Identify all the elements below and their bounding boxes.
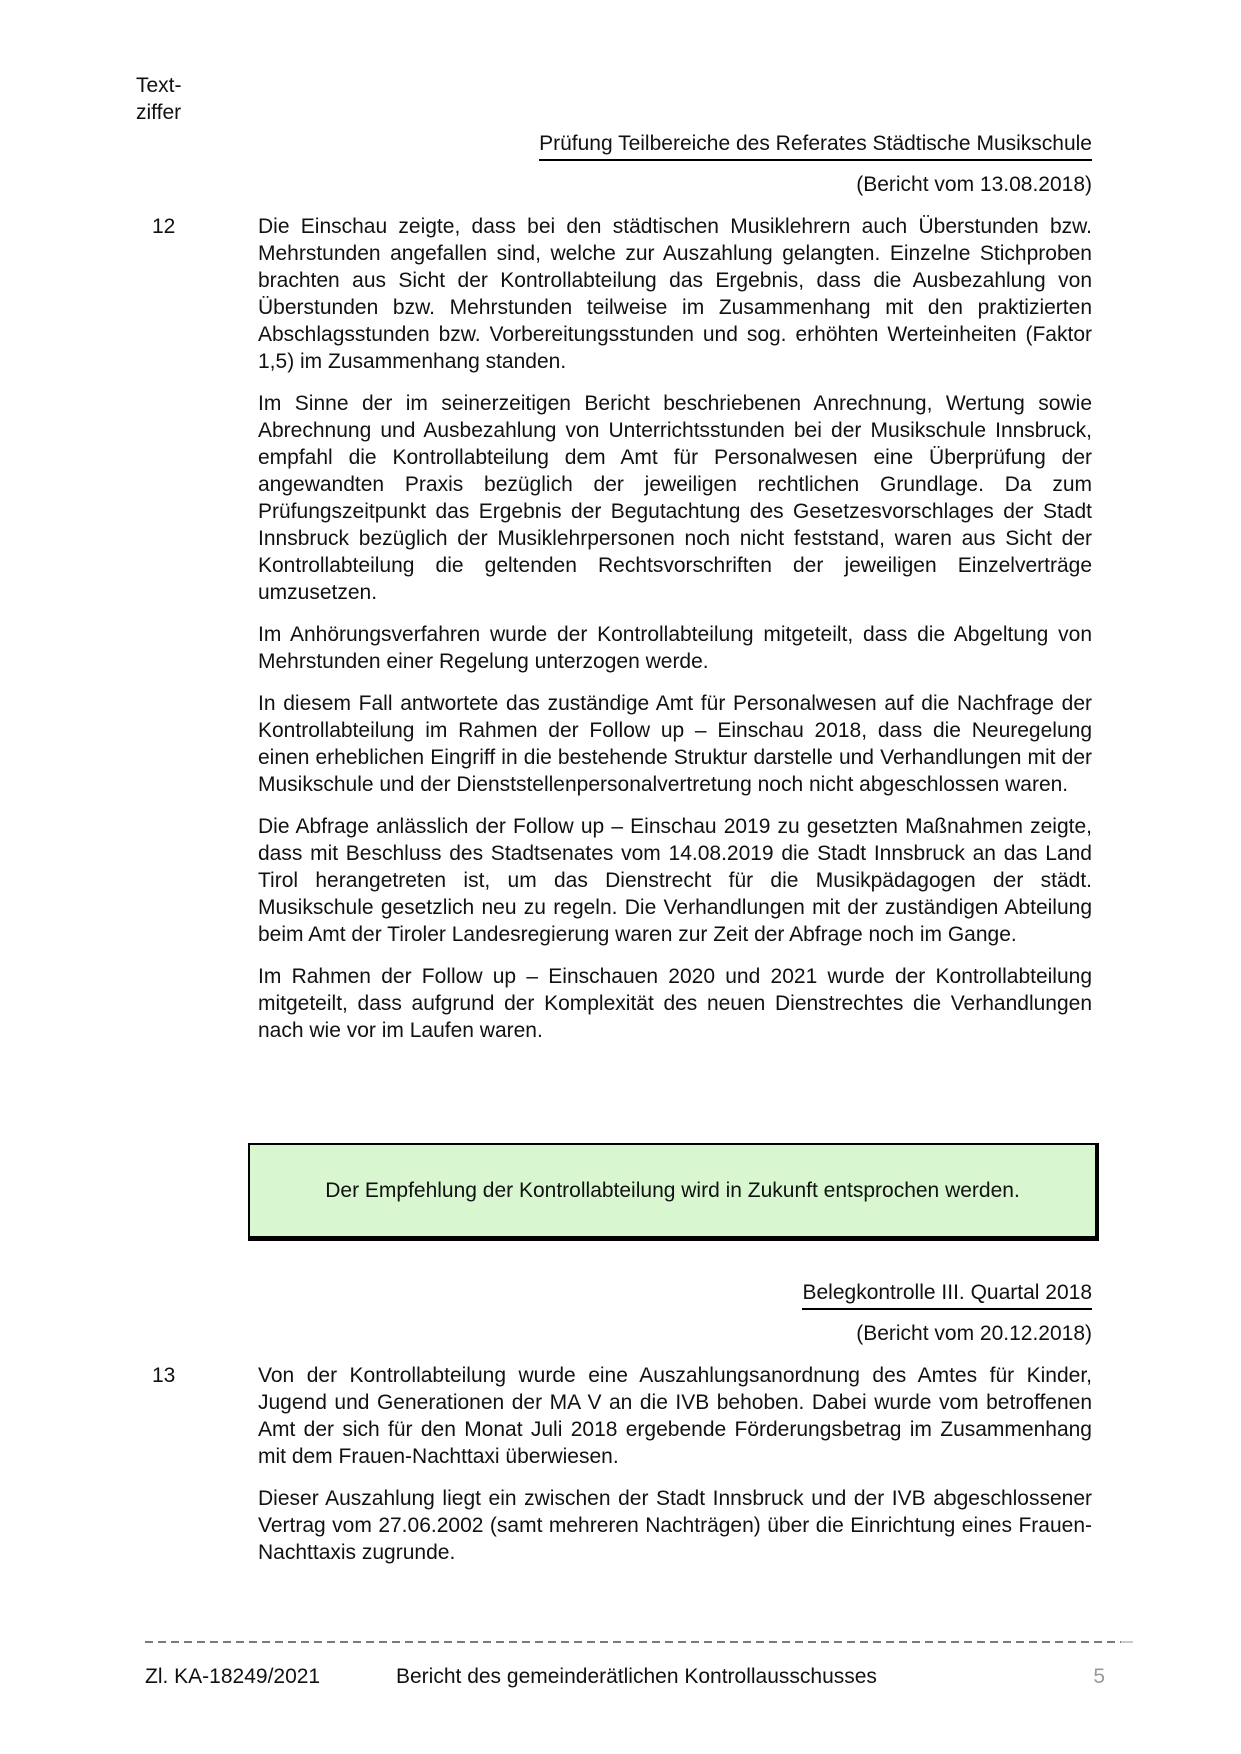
paragraph: In diesem Fall antwortete das zuständige Amt für Personalwesen auf die Nachfrage der Kontrollabteilung im Rahmen der Follow up – Einschau 2018, dass die Neuregelung einen erheblichen Eingriff in die bestehende Struktur darstelle und Verhandlungen mit der Musikschule und der Dienststellenpersonalvertretung noch nicht abgeschlossen waren. — [258, 692, 1092, 796]
footer-reference-number: Zl. KA-18249/2021 — [145, 1665, 321, 1688]
textziffer-row-12 — [150, 213, 1092, 1241]
textziffer-header-line2: ziffer — [136, 101, 182, 124]
paragraph: Die Abfrage anlässlich der Follow up – Einschau 2019 zu gesetzten Maßnahmen zeigte, dass mit Beschluss des Stadtsenates vom 14.08.2019 die Stadt Innsbruck an das Land Tirol herangetreten ist, um das Dienstrecht für die Musikpädagogen der städt. Musikschule gesetzlich neu zu regeln. Die Verhandlungen mit der zuständigen Abteilung beim Amt der Tiroler Landesregierung waren zur Zeit der Abfrage noch im Gange. — [258, 815, 1092, 946]
footer-divider-tail — [1121, 1641, 1133, 1643]
paragraph-block — [258, 1362, 1092, 1581]
paragraph: Im Rahmen der Follow up – Einschauen 2020 und 2021 wurde der Kontrollabteilung mitgeteilt, dass aufgrund der Komplexität des neuen Dienstrechtes die Verhandlungen nach wie vor im Laufen waren. — [258, 965, 1092, 1042]
section-date-musikschule: (Bericht vom 13.08.2018) — [856, 173, 1092, 196]
textziffer-column-header — [136, 72, 182, 126]
section-date-belegkontrolle: (Bericht vom 20.12.2018) — [856, 1322, 1092, 1345]
section-title-text: Belegkontrolle III. Quartal 2018 — [802, 1279, 1092, 1310]
textziffer-header-line1: Text- — [136, 74, 182, 97]
paragraph: Dieser Auszahlung liegt ein zwischen der Stadt Innsbruck und der IVB abgeschlossener Vertrag vom 27.06.2002 (samt mehreren Nachträgen) über die Einrichtung eines Frauen-Nachttaxis zugrunde. — [258, 1487, 1092, 1564]
section-title-text: Prüfung Teilbereiche des Referates Städtische Musikschule — [539, 130, 1092, 161]
recommendation-box: Der Empfehlung der Kontrollabteilung wird in Zukunft entsprochen werden. — [248, 1143, 1099, 1241]
section-title-musikschule — [258, 130, 1092, 161]
footer-page-number: 5 — [1093, 1665, 1105, 1688]
section-title-belegkontrolle — [258, 1279, 1092, 1310]
textziffer-number: 12 — [152, 215, 176, 238]
textziffer-row-13 — [150, 1362, 1092, 1581]
page-footer — [145, 1663, 1133, 1690]
document-body — [150, 130, 1092, 1581]
paragraph: Die Einschau zeigte, dass bei den städtischen Musiklehrern auch Überstunden bzw. Mehrstunden angefallen sind, welche zur Auszahlung gelangten. Einzelne Stichproben brachten aus Sicht der Kontrollabteilung das Ergebnis, dass die Ausbezahlung von Überstunden bzw. Mehrstunden teilweise im Zusammenhang mit den praktizierten Abschlagsstunden bzw. Vorbereitungsstunden und sog. erhöhten Werteinheiten (Faktor 1,5) im Zusammenhang standen. — [258, 215, 1092, 373]
paragraph: Im Sinne der im seinerzeitigen Bericht beschriebenen Anrechnung, Wertung sowie Abrechnung und Ausbezahlung von Unterrichtsstunden bei der Musikschule Innsbruck, empfahl die Kontrollabteilung dem Amt für Personalwesen eine Überprüfung der angewandten Praxis bezüglich der jeweiligen rechtlichen Grundlage. Da zum Prüfungszeitpunkt das Ergebnis der Begutachtung des Gesetzesvorschlages der Stadt Innsbruck bezüglich der Musiklehrpersonen noch nicht feststand, waren aus Sicht der Kontrollabteilung die geltenden Rechtsvorschriften der jeweiligen Einzelverträge umzusetzen. — [258, 392, 1092, 604]
textziffer-number: 13 — [152, 1364, 176, 1387]
footer-divider-dashed — [145, 1641, 1121, 1643]
paragraph: Im Anhörungsverfahren wurde der Kontrollabteilung mitgeteilt, dass die Abgeltung von Mehrstunden einer Regelung unterzogen werde. — [258, 623, 1092, 673]
paragraph-block — [258, 213, 1092, 1241]
footer-document-title: Bericht des gemeinderätlichen Kontrollausschusses — [396, 1665, 877, 1688]
paragraph: Von der Kontrollabteilung wurde eine Auszahlungsanordnung des Amtes für Kinder, Jugend und Generationen der MA V an die IVB behoben. Dabei wurde vom betroffenen Amt der sich für den Monat Juli 2018 ergebende Förderungsbetrag im Zusammenhang mit dem Frauen-Nachttaxi überwiesen. — [258, 1364, 1092, 1468]
